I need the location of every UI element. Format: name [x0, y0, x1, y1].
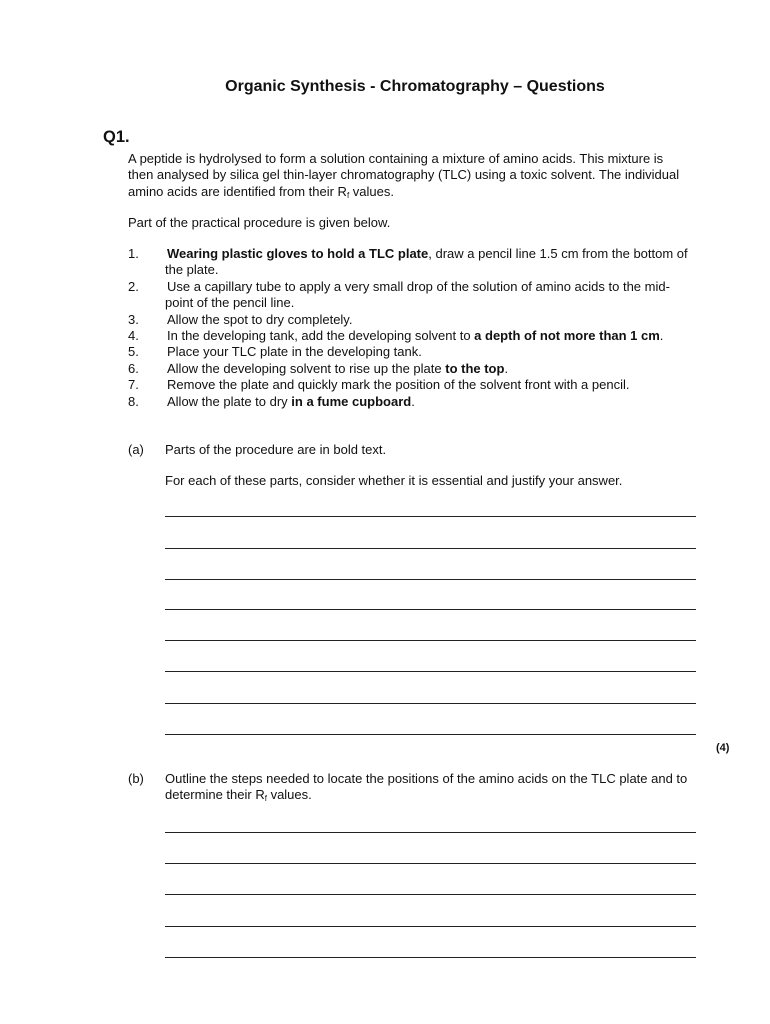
step-text-before: Place your TLC plate in the developing tank. [167, 344, 422, 360]
rf-subscript: f [264, 794, 267, 804]
answer-line[interactable] [165, 671, 696, 672]
page-title: Organic Synthesis - Chromatography – Questions [225, 78, 605, 95]
step-text-after: . [411, 393, 415, 409]
answer-line[interactable] [165, 734, 696, 735]
step-text-before: Remove the plate and quickly mark the position of the solvent front with a pencil. [167, 377, 630, 393]
procedure-step-3 [128, 312, 698, 328]
answer-line[interactable] [165, 516, 696, 517]
question-intro [128, 151, 688, 204]
step-text-before: Allow the spot to dry completely. [167, 311, 353, 327]
procedure-step-5 [128, 344, 698, 360]
step-text-before: Allow the plate to dry [167, 393, 292, 409]
procedure-steps [128, 246, 698, 410]
procedure-step-1 [128, 246, 698, 279]
step-text [165, 246, 698, 279]
step-number: 1. [128, 246, 139, 261]
step-text [165, 377, 698, 393]
step-number: 3. [128, 311, 139, 327]
part-a-text: Parts of the procedure are in bold text. [165, 442, 387, 457]
step-text-before: In the developing tank, add the developing solvent to [167, 328, 475, 344]
procedure-step-8 [128, 394, 698, 410]
procedure-step-7 [128, 377, 698, 393]
step-text [165, 394, 698, 410]
step-number: 5. [128, 344, 139, 360]
part-a-label: (a) [128, 442, 144, 457]
step-text [165, 312, 698, 328]
rf-subscript: f [346, 190, 350, 200]
answer-line[interactable] [165, 957, 696, 958]
step-number: 7. [128, 377, 139, 393]
procedure-intro: Part of the practical procedure is given below. [128, 215, 391, 230]
step-text-after: , draw a pencil line 1.5 cm from the bottom of the plate. [165, 246, 688, 278]
step-text [165, 328, 698, 344]
step-text-after: . [504, 360, 509, 376]
answer-line[interactable] [165, 640, 696, 641]
answer-line[interactable] [165, 894, 696, 895]
step-number: 6. [128, 360, 139, 376]
step-number: 2. [128, 278, 139, 294]
marks-label: (4) [716, 742, 730, 754]
part-b-text-main: Outline the steps needed to locate the positions of the amino acids on the TLC plate and to determine their R [165, 771, 688, 803]
question-number: Q1. [103, 128, 130, 146]
answer-line[interactable] [165, 609, 696, 610]
step-bold-text: in a fume cupboard [291, 393, 412, 409]
answer-line[interactable] [165, 703, 696, 704]
step-number: 4. [128, 328, 139, 344]
step-text-after: . [659, 328, 664, 344]
step-bold-text: to the top [445, 360, 505, 376]
step-text-before: Allow the developing solvent to rise up the plate [167, 360, 446, 376]
intro-text: A peptide is hydrolysed to form a solution containing a mixture of amino acids. This mixture is then analysed by silica gel thin-layer chromatography (TLC) using a toxic solvent. The individual amino acids are identified from their R [128, 151, 680, 199]
answer-line[interactable] [165, 579, 696, 580]
answer-line[interactable] [165, 832, 696, 833]
step-bold-text: Wearing plastic gloves to hold a TLC plate [167, 246, 429, 261]
part-b-text [165, 771, 705, 808]
part-b-label: (b) [128, 771, 144, 786]
answer-line[interactable] [165, 548, 696, 549]
step-text [165, 344, 698, 360]
step-number: 8. [128, 393, 139, 409]
procedure-step-4 [128, 328, 698, 344]
part-b-text-end: values. [266, 787, 312, 803]
step-bold-text: a depth of not more than 1 cm [474, 328, 660, 344]
step-text [165, 361, 698, 377]
part-a-instruction: For each of these parts, consider whether it is essential and justify your answer. [165, 473, 623, 488]
answer-line[interactable] [165, 863, 696, 864]
procedure-step-2 [128, 279, 698, 312]
answer-line[interactable] [165, 926, 696, 927]
step-text-before: Use a capillary tube to apply a very small drop of the solution of amino acids to the mid-point of the pencil line. [165, 278, 670, 311]
intro-text-end: values. [349, 183, 394, 199]
step-text [165, 279, 698, 312]
procedure-step-6 [128, 361, 698, 377]
